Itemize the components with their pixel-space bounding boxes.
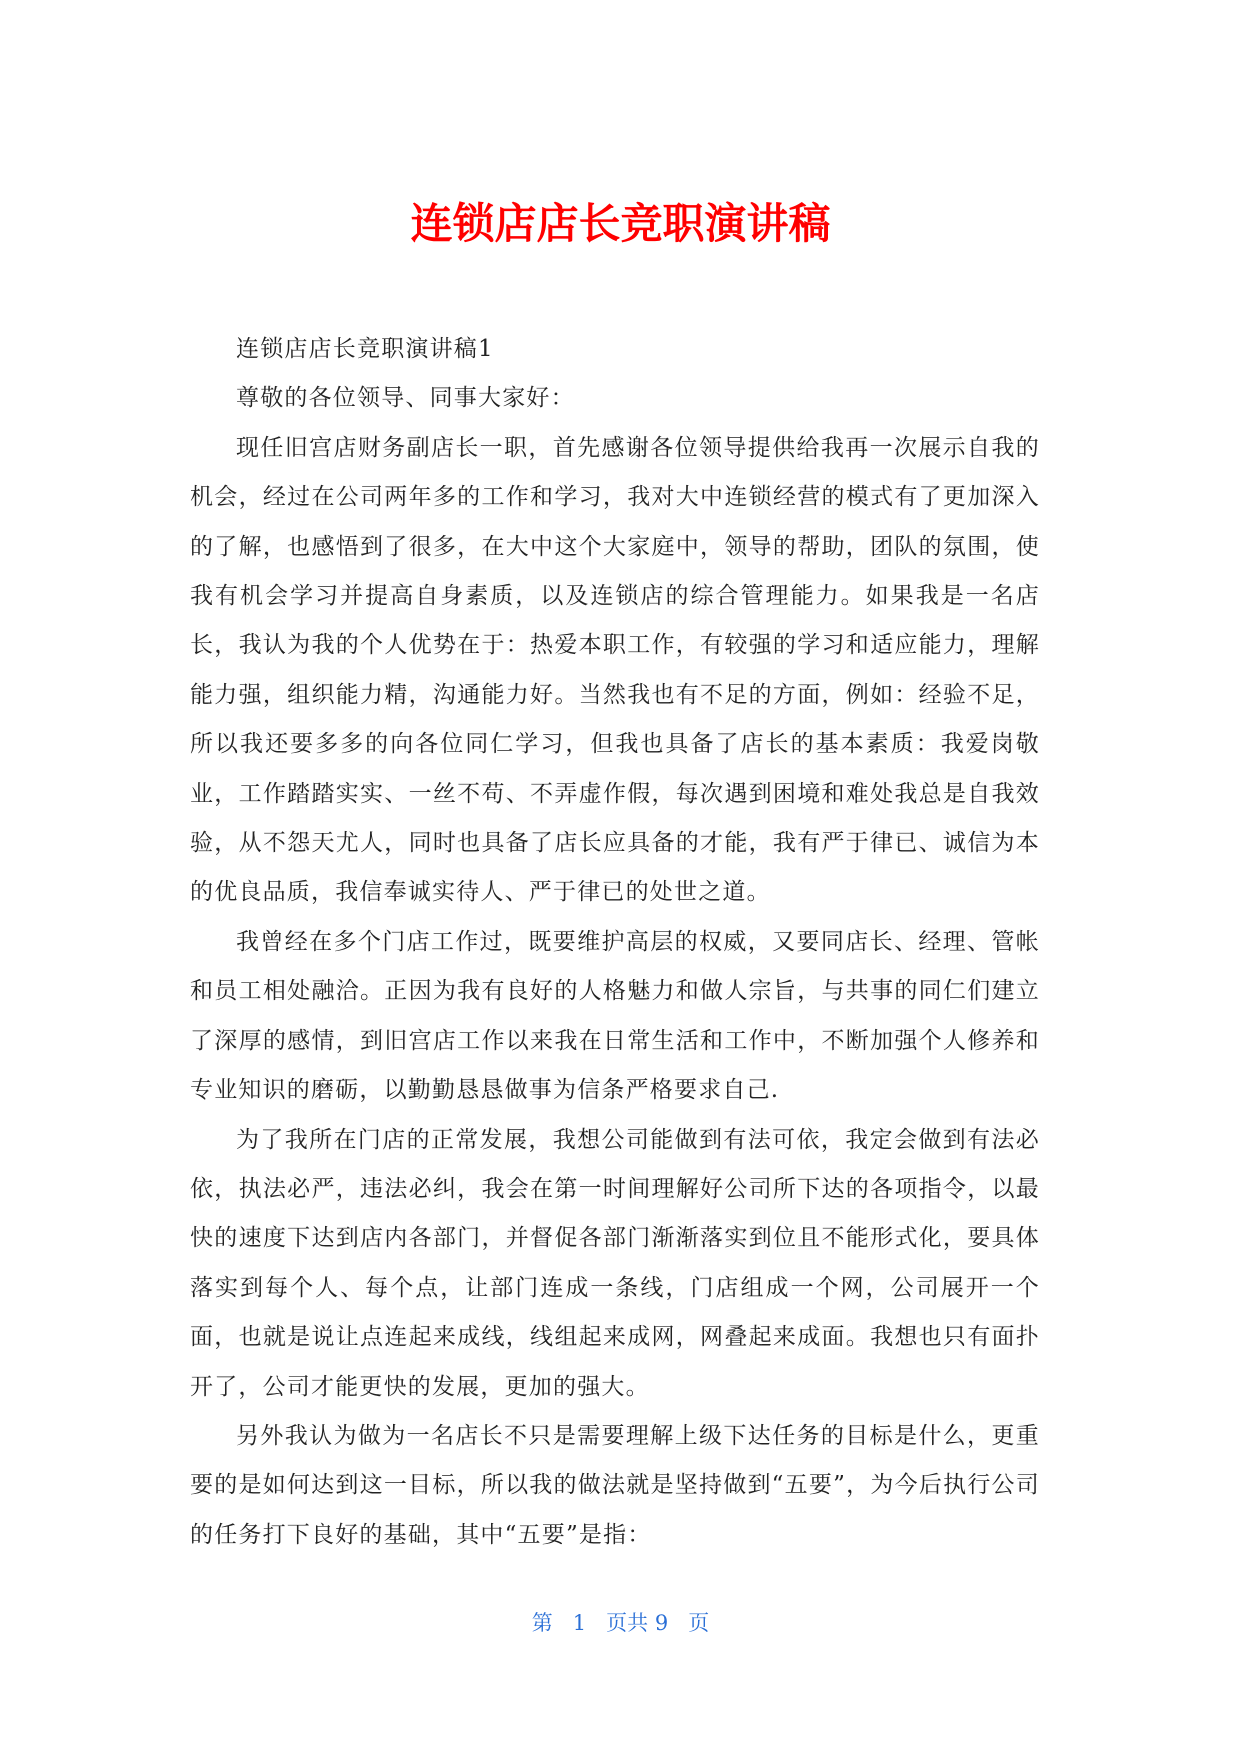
document-title: 连锁店店长竞职演讲稿: [410, 199, 831, 248]
body-paragraph: 另外我认为做为一名店长不只是需要理解上级下达任务的目标是什么，更重要的是如何达到这一目标，所以我的做法就是坚持做到“五要”，为今后执行公司的任务打下良好的基础，其中“五要”是指：: [190, 1422, 1040, 1548]
body-paragraph: 我曾经在多个门店工作过，既要维护高层的权威，又要同店长、经理、管帐和员工相处融洽。正因为我有良好的人格魅力和做人宗旨，与共事的同仁们建立了深厚的感情，到旧宫店工作以来我在日常生活和工作中，不断加强个人修养和专业知识的磨砺，以勤勤恳恳做事为信条严格要求自己.: [190, 928, 1040, 1104]
footer-total-pages: 9: [654, 1611, 669, 1635]
document-body: [190, 325, 1040, 1560]
body-paragraph: 为了我所在门店的正常发展，我想公司能做到有法可依，我定会做到有法必依，执法必严，违法必纠，我会在第一时间理解好公司所下达的各项指令，以最快的速度下达到店内各部门，并督促各部门渐渐落实到位且不能形式化，要具体落实到每个人、每个点，让部门连成一条线，门店组成一个网，公司展开一个面，也就是说让点连起来成线，线组起来成网，网叠起来成面。我想也只有面扑开了，公司才能更快的发展，更加的强大。: [190, 1126, 1040, 1400]
footer-suffix: 页: [688, 1611, 710, 1635]
footer-current-page: 1: [572, 1611, 587, 1635]
footer-prefix: 第: [531, 1611, 553, 1635]
footer-middle: 页共: [606, 1611, 649, 1635]
section-heading: 连锁店店长竞职演讲稿1: [236, 336, 494, 362]
page-footer: [0, 1608, 1241, 1638]
salutation: 尊敬的各位领导、同事大家好：: [236, 385, 575, 412]
body-paragraph: 现任旧宫店财务副店长一职，首先感谢各位领导提供给我再一次展示自我的机会，经过在公司两年多的工作和学习，我对大中连锁经营的模式有了更加深入的了解，也感悟到了很多，在大中这个大家庭中，领导的帮助，团队的氛围，使我有机会学习并提高自身素质，以及连锁店的综合管理能力。如果我是一名店长，我认为我的个人优势在于：热爱本职工作，有较强的学习和适应能力，理解能力强，组织能力精，沟通能力好。当然我也有不足的方面，例如：经验不足，所以我还要多多的向各位同仁学习，但我也具备了店长的基本素质：我爱岗敬业，工作踏踏实实、一丝不苟、不弄虚作假，每次遇到困境和难处我总是自我效验，从不怨天尤人，同时也具备了店长应具备的才能，我有严于律已、诚信为本的优良品质，我信奉诚实待人、严于律已的处世之道。: [190, 434, 1040, 906]
